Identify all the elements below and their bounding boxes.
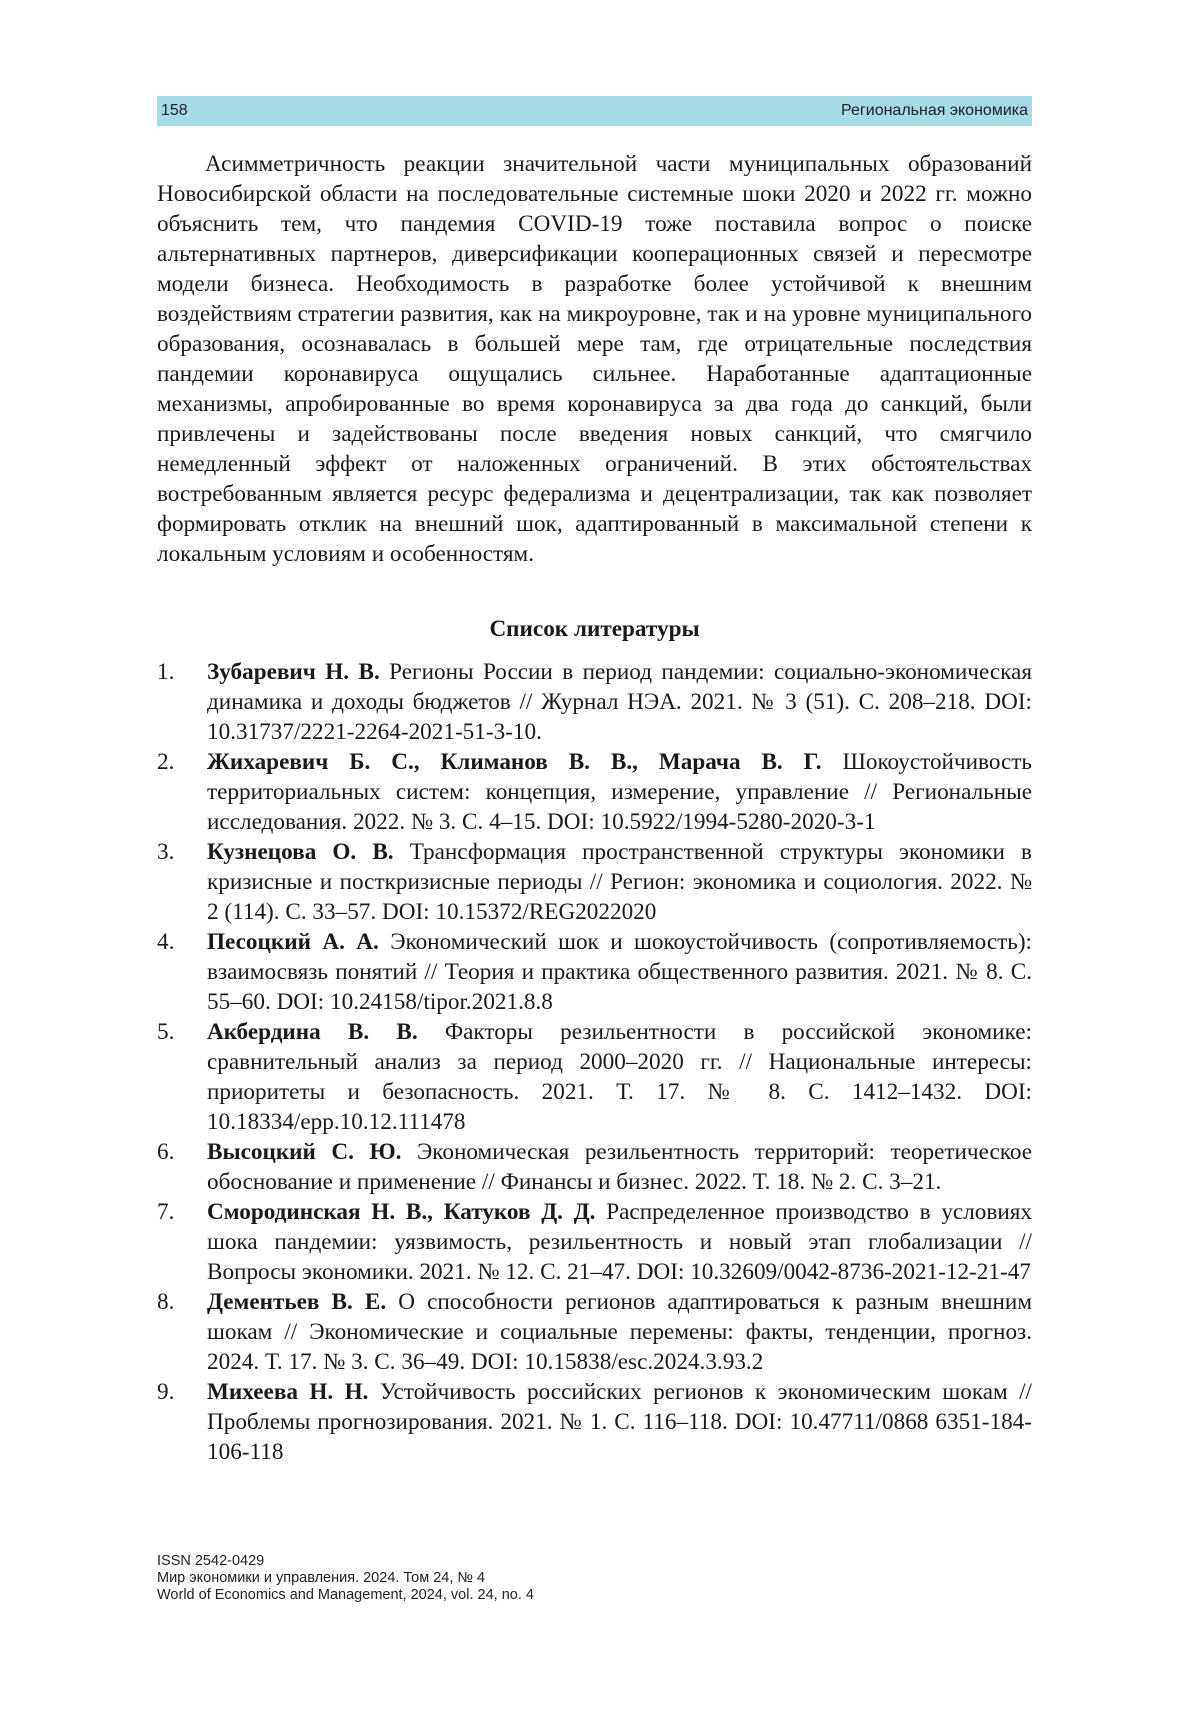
reference-authors: Дементьев В. Е. xyxy=(207,1289,387,1315)
reference-item xyxy=(157,747,1032,837)
reference-authors: Михеева Н. Н. xyxy=(207,1379,369,1405)
reference-number: 1. xyxy=(157,659,175,685)
reference-authors: Песоцкий А. А. xyxy=(207,929,379,955)
reference-text: Устойчивость российских регионов к экономическим шокам // Проблемы прогнозирования. 2021. № 1. С. 116–118. DOI: 10.47711/0868 6351-184-106-118 xyxy=(207,1379,1032,1465)
reference-number: 6. xyxy=(157,1139,175,1165)
reference-number: 2. xyxy=(157,749,175,775)
reference-text: Регионы России в период пандемии: социально-экономическая динамика и доходы бюджетов // Журнал НЭА. 2021. № 3 (51). С. 208–218. DOI: 10.31737/2221-2264-2021-51-3-10. xyxy=(207,659,1032,745)
reference-authors: Акбердина В. В. xyxy=(207,1019,418,1045)
reference-item xyxy=(157,1287,1032,1377)
issn: ISSN 2542-0429 xyxy=(157,1553,265,1569)
reference-number: 4. xyxy=(157,929,175,955)
reference-item xyxy=(157,837,1032,927)
section-title: Региональная экономика xyxy=(841,102,1028,119)
reference-text: Факторы резильентности в российской экономике: сравнительный анализ за период 2000–2020 гг. // Национальные интересы: приоритеты и безопасность. 2021. Т. 17. № 8. С. 1412–1432. DOI: 10.18334/epp.10.12.111478 xyxy=(207,1019,1032,1135)
reference-number: 3. xyxy=(157,839,175,865)
reference-text: Шокоустойчивость территориальных систем: концепция, измерение, управление // Региональные исследования. 2022. № 3. С. 4–15. DOI: 10.5922/1994-5280-2020-3-1 xyxy=(207,749,1032,835)
reference-item xyxy=(157,1017,1032,1137)
reference-item xyxy=(157,1377,1032,1467)
reference-authors: Зубаревич Н. В. xyxy=(207,659,380,685)
reference-authors: Кузнецова О. В. xyxy=(207,839,394,865)
reference-number: 7. xyxy=(157,1199,175,1225)
reference-number: 5. xyxy=(157,1019,175,1045)
journal-title-ru: Мир экономики и управления. 2024. Том 24, № 4 xyxy=(157,1570,486,1586)
running-header xyxy=(157,96,1032,126)
reference-item xyxy=(157,1137,1032,1197)
reference-text: Экономический шок и шокоустойчивость (сопротивляемость): взаимосвязь понятий // Теория и практика общественного развития. 2021. № 8. С. 55–60. DOI: 10.24158/tipor.2021.8.8 xyxy=(207,929,1032,1015)
reference-number: 8. xyxy=(157,1289,175,1315)
reference-text: Трансформация пространственной структуры экономики в кризисные и посткризисные периоды // Регион: экономика и социология. 2022. № 2 (114). С. 33–57. DOI: 10.15372/REG2022020 xyxy=(207,839,1033,925)
page-number: 158 xyxy=(161,102,188,119)
references-list xyxy=(157,657,1032,1467)
body-paragraph: Асимметричность реакции значительной части муниципальных образований Новосибирской области на последовательные системные шоки 2020 и 2022 гг. можно объяснить тем, что пандемия COVID-19 тоже поставила вопрос о поиске альтернативных партнеров, диверсификации кооперационных связей и пересмотре модели бизнеса. Необходимость в разработке более устойчивой к внешним воздействиям стратегии развития, как на микроуровне, так и на уровне муниципального образования, осознавалась в большей мере там, где отрицательные последствия пандемии коронавируса ощущались сильнее. Наработанные адаптационные механизмы, апробированные во время коронавируса за два года до санкций, были привлечены и задействованы после введения новых санкций, что смягчило немедленный эффект от наложенных ограничений. В этих обстоятельствах востребованным является ресурс федерализма и децентрализации, так как позволяет формировать отклик на внешний шок, адаптированный в максимальной степени к локальным условиям и особенностям. xyxy=(157,151,1032,567)
reference-item xyxy=(157,657,1032,747)
reference-number: 9. xyxy=(157,1379,175,1405)
reference-text: Распределенное производство в условиях шока пандемии: уязвимость, резильентность и новый этап глобализации // Вопросы экономики. 2021. № 12. С. 21–47. DOI: 10.32609/0042-8736-2021-12-21-47 xyxy=(207,1199,1033,1285)
reference-authors: Жихаревич Б. С., Климанов В. В., Марача В. Г. xyxy=(207,749,822,775)
reference-authors: Высоцкий С. Ю. xyxy=(207,1139,402,1165)
reference-authors: Смородинская Н. В., Катуков Д. Д. xyxy=(207,1199,596,1225)
page-footer xyxy=(157,1553,534,1604)
references-title: Список литературы xyxy=(489,616,700,642)
reference-item xyxy=(157,927,1032,1017)
reference-item xyxy=(157,1197,1032,1287)
reference-text: Экономическая резильентность территорий: теоретическое обоснование и применение // Финансы и бизнес. 2022. Т. 18. № 2. С. 3–21. xyxy=(207,1139,1033,1195)
journal-title-en: World of Economics and Management, 2024, vol. 24, no. 4 xyxy=(157,1587,534,1603)
reference-text: О способности регионов адаптироваться к разным внешним шокам // Экономические и социальные перемены: факты, тенденции, прогноз. 2024. Т. 17. № 3. С. 36–49. DOI: 10.15838/esc.2024.3.93.2 xyxy=(207,1289,1032,1375)
